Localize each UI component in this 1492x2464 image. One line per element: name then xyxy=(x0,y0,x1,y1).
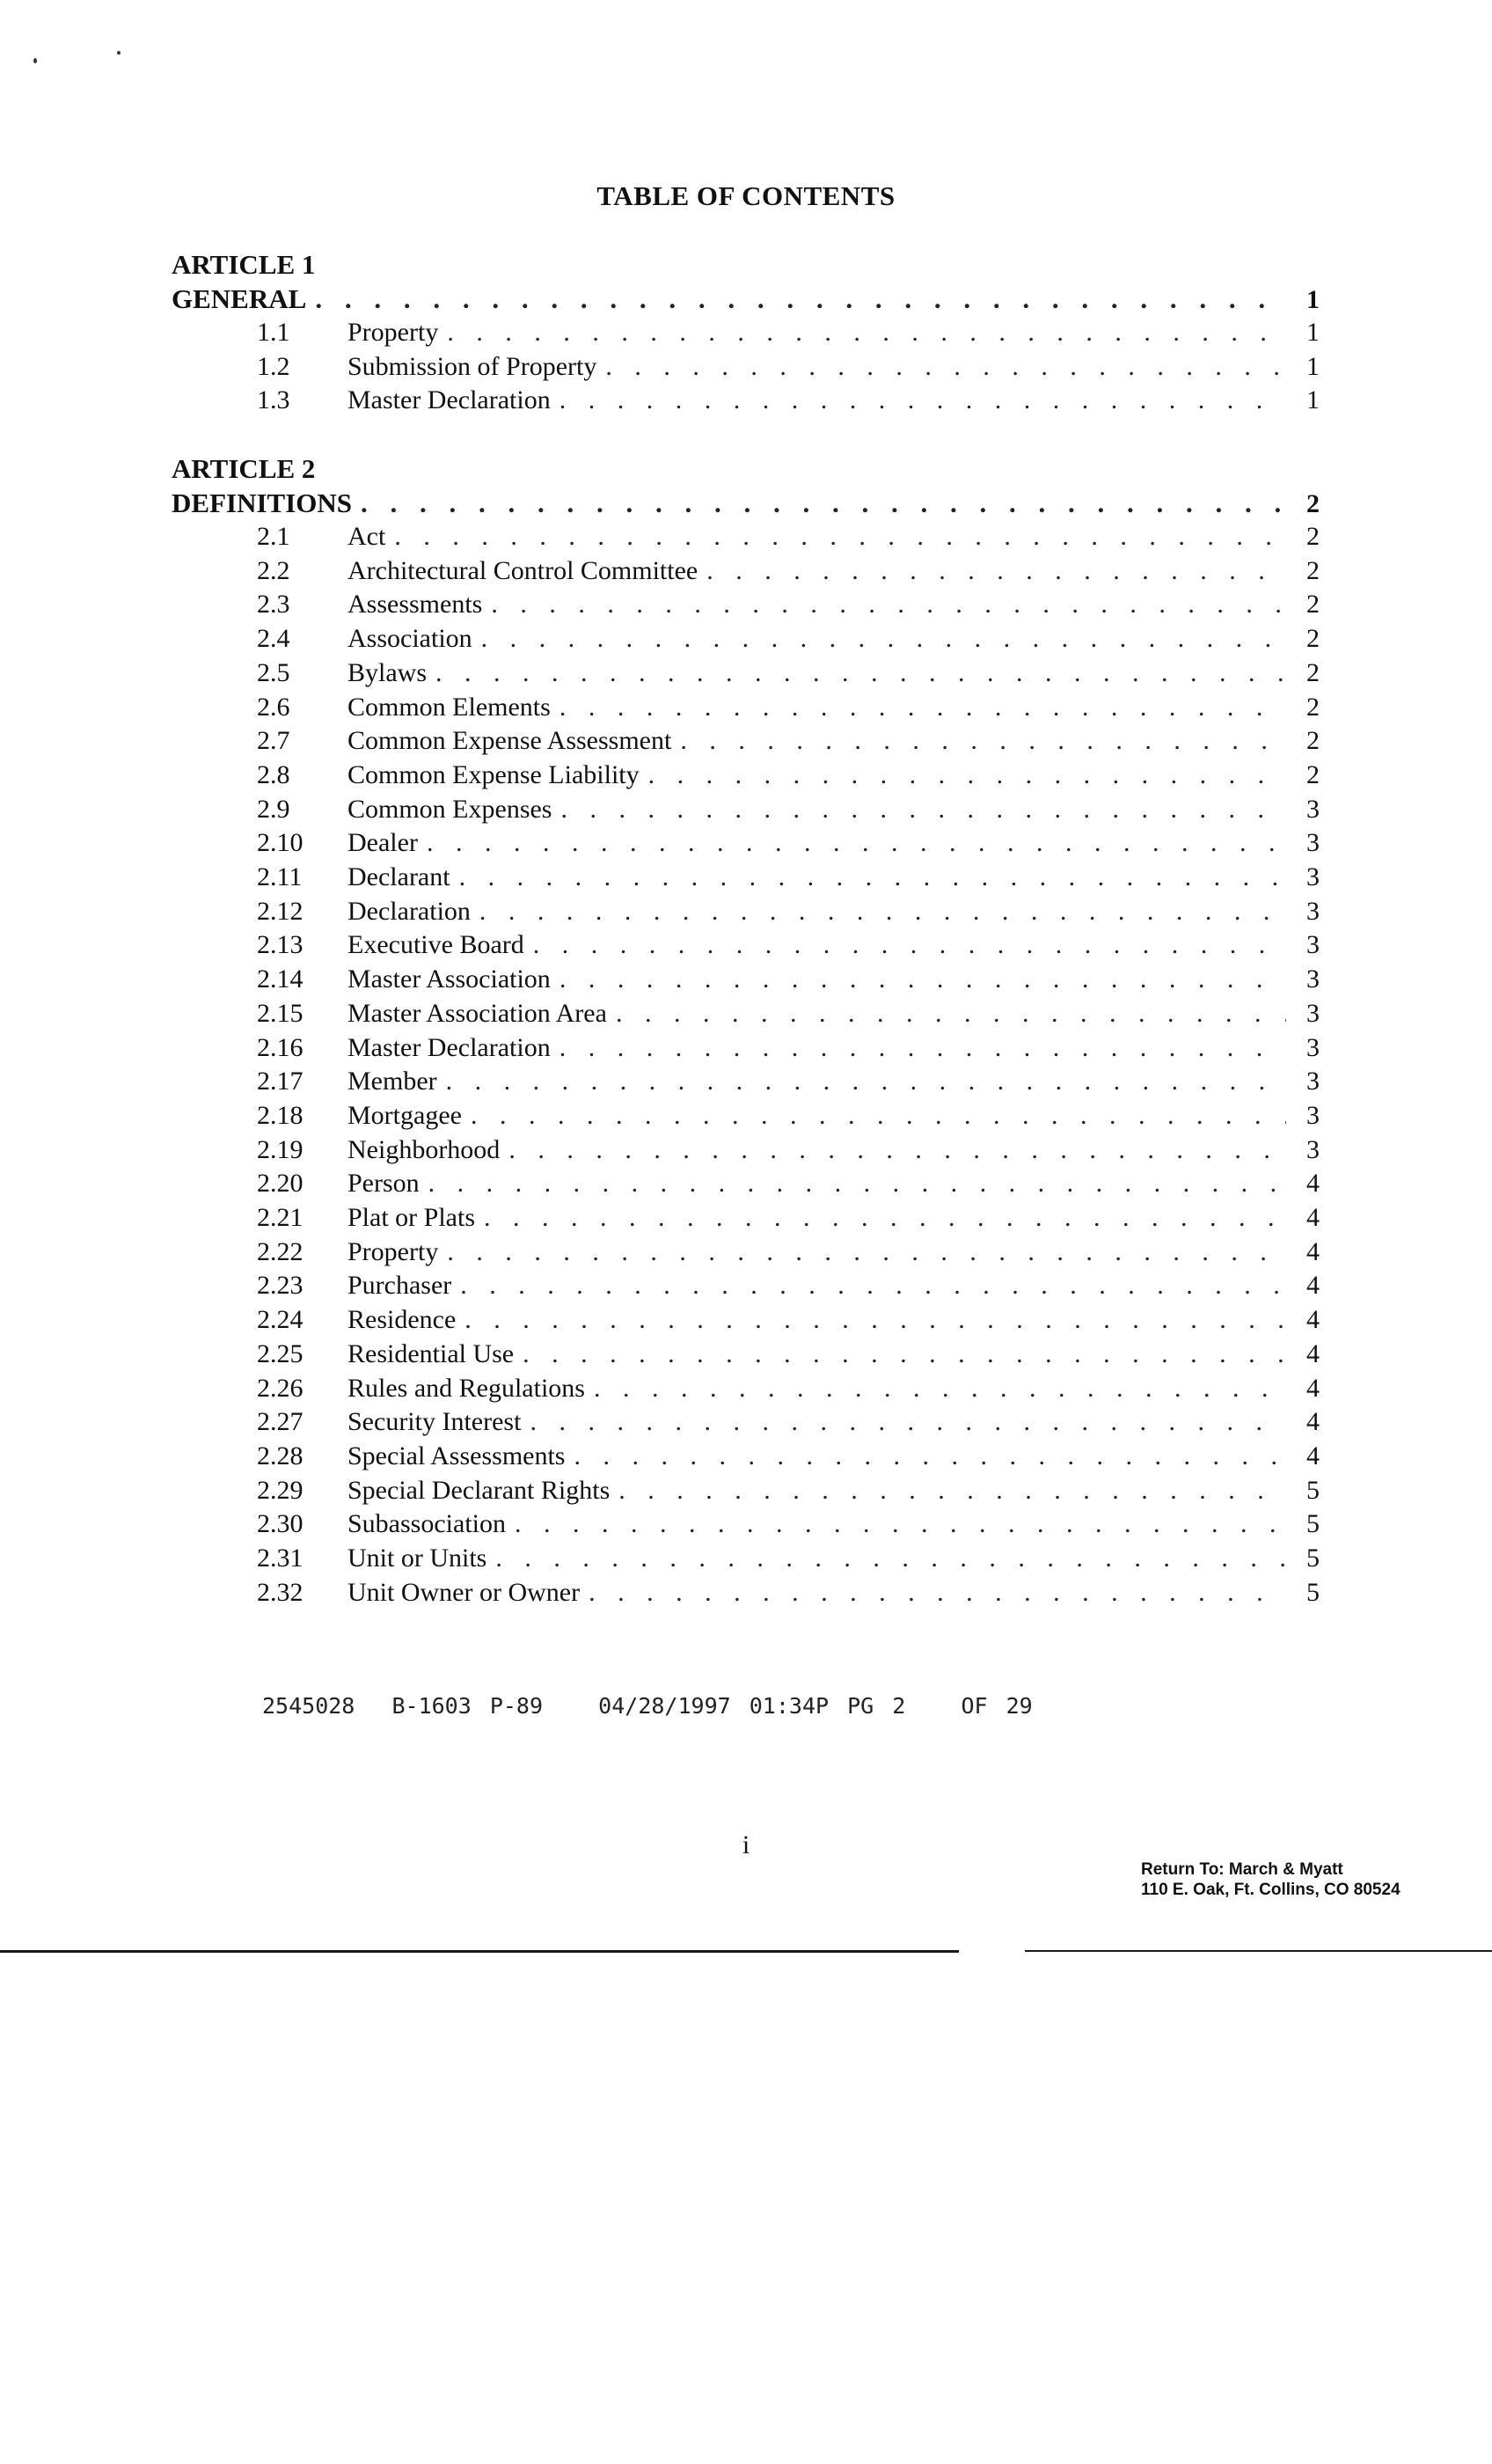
dot-leader xyxy=(616,999,1286,1029)
toc-entry-2-4[interactable] xyxy=(257,624,1320,658)
toc-entry-2-20[interactable] xyxy=(257,1169,1320,1203)
dot-leader xyxy=(561,795,1287,825)
toc-entry-number: 2.28 xyxy=(257,1441,304,1470)
toc-entry-label: Security Interest xyxy=(347,1407,522,1436)
dot-leader xyxy=(495,1544,1286,1573)
return-address-line-2: 110 E. Oak, Ft. Collins, CO 80524 xyxy=(1141,1881,1401,1899)
dot-leader xyxy=(706,556,1286,586)
toc-entry-number: 2.10 xyxy=(257,828,304,857)
toc-entry-label: Dealer xyxy=(347,828,418,857)
toc-entry-2-12[interactable] xyxy=(257,897,1320,931)
toc-entry-label: Architectural Control Committee xyxy=(347,556,698,585)
article-1-label: ARTICLE 1 xyxy=(172,249,316,280)
toc-entry-page: 5 xyxy=(1306,1476,1320,1505)
dot-leader xyxy=(560,964,1286,994)
toc-entry-page: 3 xyxy=(1306,930,1320,959)
toc-entry-2-30[interactable] xyxy=(257,1509,1320,1544)
toc-entry-label: Assessments xyxy=(347,590,483,619)
toc-entry-number: 2.3 xyxy=(257,590,290,619)
article-2-heading-row[interactable] xyxy=(172,488,1320,519)
toc-entry-number: 2.23 xyxy=(257,1271,304,1300)
toc-entry-page: 2 xyxy=(1306,624,1320,653)
toc-entry-number: 2.26 xyxy=(257,1374,304,1403)
toc-entry-2-3[interactable] xyxy=(257,590,1320,624)
toc-entry-2-25[interactable] xyxy=(257,1339,1320,1374)
article-2-label: ARTICLE 2 xyxy=(172,453,316,484)
toc-entry-2-24[interactable] xyxy=(257,1305,1320,1339)
toc-entry-page: 3 xyxy=(1306,1101,1320,1130)
toc-entry-label: Unit Owner or Owner xyxy=(347,1578,581,1607)
toc-entry-label: Residential Use xyxy=(347,1339,515,1368)
dot-leader xyxy=(428,1169,1286,1199)
toc-entry-label: Unit or Units xyxy=(347,1544,487,1573)
dot-leader xyxy=(515,1509,1286,1539)
toc-entry-page: 4 xyxy=(1306,1441,1320,1470)
toc-entry-2-5[interactable] xyxy=(257,658,1320,693)
toc-entry-page: 5 xyxy=(1306,1544,1320,1573)
toc-entry-page: 3 xyxy=(1306,964,1320,994)
dot-leader xyxy=(481,624,1286,654)
toc-entry-label: Common Elements xyxy=(347,693,551,722)
toc-entry-2-27[interactable] xyxy=(257,1407,1320,1441)
dot-leader xyxy=(315,283,1286,315)
dot-leader xyxy=(427,828,1286,858)
dot-leader xyxy=(618,1476,1286,1506)
toc-entry-2-22[interactable] xyxy=(257,1237,1320,1272)
dot-leader xyxy=(394,522,1286,552)
toc-entry-2-31[interactable] xyxy=(257,1544,1320,1578)
toc-entry-number: 2.29 xyxy=(257,1476,304,1505)
toc-entry-label: Declarant xyxy=(347,862,450,891)
toc-entry-number: 2.4 xyxy=(257,624,290,653)
toc-entry-page: 2 xyxy=(1306,760,1320,789)
toc-entry-page: 4 xyxy=(1306,1203,1320,1232)
toc-entry-page: 2 xyxy=(1306,693,1320,722)
toc-entry-2-11[interactable] xyxy=(257,862,1320,897)
dot-leader xyxy=(574,1441,1287,1471)
dot-leader xyxy=(361,488,1286,519)
toc-entry-number: 1.2 xyxy=(257,352,290,381)
toc-entry-number: 2.32 xyxy=(257,1578,304,1607)
toc-entry-number: 2.21 xyxy=(257,1203,304,1232)
page-number: i xyxy=(742,1830,750,1859)
recording-stamp: 2545028 B-1603 P-89 04/28/1997 01:34P PG 2 OF 29 xyxy=(262,1693,1033,1719)
toc-entry-1-2[interactable] xyxy=(257,352,1320,386)
toc-entry-label: Special Assessments xyxy=(347,1441,566,1470)
toc-entry-2-21[interactable] xyxy=(257,1203,1320,1237)
toc-entry-label: Master Association Area xyxy=(347,999,607,1028)
toc-entry-number: 1.1 xyxy=(257,318,290,347)
toc-entry-2-19[interactable] xyxy=(257,1135,1320,1170)
toc-entry-label: Common Expense Liability xyxy=(347,760,640,789)
toc-entry-number: 2.8 xyxy=(257,760,290,789)
dot-leader xyxy=(464,1305,1286,1335)
dot-leader xyxy=(447,1237,1286,1267)
toc-entry-2-9[interactable] xyxy=(257,795,1320,829)
toc-entry-page: 1 xyxy=(1306,352,1320,381)
toc-entry-page: 5 xyxy=(1306,1509,1320,1538)
article-2-page: 2 xyxy=(1306,489,1320,518)
dot-leader xyxy=(435,658,1286,688)
toc-entry-page: 3 xyxy=(1306,1033,1320,1062)
toc-entry-number: 2.16 xyxy=(257,1033,304,1062)
dot-leader xyxy=(560,693,1286,722)
dot-leader xyxy=(648,760,1286,790)
toc-entry-label: Purchaser xyxy=(347,1271,452,1300)
dot-leader xyxy=(447,318,1286,348)
toc-entry-2-18[interactable] xyxy=(257,1101,1320,1135)
bottom-rule-right xyxy=(1025,1950,1492,1952)
toc-entry-number: 2.14 xyxy=(257,964,304,994)
dot-leader xyxy=(446,1067,1286,1096)
toc-entry-page: 3 xyxy=(1306,999,1320,1028)
dot-leader xyxy=(491,590,1286,620)
toc-entry-page: 2 xyxy=(1306,658,1320,687)
toc-entry-number: 2.22 xyxy=(257,1237,304,1266)
dot-leader xyxy=(605,352,1286,382)
toc-entry-label: Common Expense Assessment xyxy=(347,726,672,755)
scan-speck xyxy=(117,51,121,55)
toc-entry-2-2[interactable] xyxy=(257,556,1320,590)
toc-entry-page: 2 xyxy=(1306,556,1320,585)
toc-entry-page: 1 xyxy=(1306,318,1320,347)
toc-entry-label: Declaration xyxy=(347,897,471,926)
toc-entry-page: 4 xyxy=(1306,1374,1320,1403)
toc-entry-page: 3 xyxy=(1306,897,1320,926)
toc-entry-number: 2.13 xyxy=(257,930,304,959)
toc-entry-page: 3 xyxy=(1306,828,1320,857)
dot-leader xyxy=(560,1033,1286,1063)
dot-leader xyxy=(459,862,1286,892)
toc-entry-page: 5 xyxy=(1306,1578,1320,1607)
toc-title: TABLE OF CONTENTS xyxy=(596,180,896,211)
dot-leader xyxy=(479,897,1286,927)
toc-entry-number: 2.7 xyxy=(257,726,290,755)
toc-entry-label: Member xyxy=(347,1067,437,1096)
toc-entry-page: 4 xyxy=(1306,1305,1320,1334)
toc-entry-page: 3 xyxy=(1306,1135,1320,1164)
toc-entry-label: Neighborhood xyxy=(347,1135,501,1164)
toc-entry-number: 2.20 xyxy=(257,1169,304,1198)
toc-entry-label: Mortgagee xyxy=(347,1101,462,1130)
dot-leader xyxy=(460,1271,1286,1301)
toc-entry-label: Master Declaration xyxy=(347,385,551,414)
toc-entry-label: Common Expenses xyxy=(347,795,552,824)
dot-leader xyxy=(680,726,1286,756)
toc-entry-2-16[interactable] xyxy=(257,1033,1320,1067)
dot-leader xyxy=(530,1407,1286,1437)
toc-entry-number: 2.9 xyxy=(257,795,290,824)
toc-entry-number: 2.1 xyxy=(257,522,290,551)
toc-entry-page: 4 xyxy=(1306,1237,1320,1266)
article-1-name: GENERAL xyxy=(172,283,307,314)
toc-entry-label: Residence xyxy=(347,1305,457,1334)
toc-entry-number: 2.27 xyxy=(257,1407,304,1436)
toc-entry-label: Bylaws xyxy=(347,658,427,687)
toc-entry-label: Property xyxy=(347,1237,439,1266)
bottom-rule-left xyxy=(0,1950,959,1953)
toc-entry-number: 2.18 xyxy=(257,1101,304,1130)
toc-entry-label: Special Declarant Rights xyxy=(347,1476,611,1505)
toc-entry-number: 2.24 xyxy=(257,1305,304,1334)
toc-entry-2-32[interactable] xyxy=(257,1578,1320,1612)
toc-entry-page: 4 xyxy=(1306,1169,1320,1198)
dot-leader xyxy=(560,385,1286,415)
toc-entry-label: Subassociation xyxy=(347,1509,506,1538)
toc-entry-2-7[interactable] xyxy=(257,726,1320,760)
toc-entry-1-1[interactable] xyxy=(257,318,1320,352)
toc-entry-label: Plat or Plats xyxy=(347,1203,476,1232)
scan-speck xyxy=(33,58,37,63)
dot-leader xyxy=(594,1374,1286,1404)
toc-entry-label: Master Association xyxy=(347,964,551,994)
toc-entry-label: Executive Board xyxy=(347,930,524,959)
return-address-line-1: Return To: March & Myatt xyxy=(1141,1860,1343,1879)
toc-entry-2-15[interactable] xyxy=(257,999,1320,1033)
dot-leader xyxy=(523,1339,1286,1369)
article-1-heading-row[interactable] xyxy=(172,283,1320,315)
toc-entry-number: 2.30 xyxy=(257,1509,304,1538)
toc-entry-2-28[interactable] xyxy=(257,1441,1320,1476)
article-1-page: 1 xyxy=(1306,285,1320,314)
toc-entry-number: 2.6 xyxy=(257,693,290,722)
toc-entry-label: Association xyxy=(347,624,472,653)
toc-entry-1-3[interactable] xyxy=(257,385,1320,420)
toc-entry-number: 2.17 xyxy=(257,1067,304,1096)
toc-entry-number: 2.15 xyxy=(257,999,304,1028)
toc-entry-2-13[interactable] xyxy=(257,930,1320,964)
toc-entry-label: Submission of Property xyxy=(347,352,597,381)
article-2-name: DEFINITIONS xyxy=(172,488,352,518)
dot-leader xyxy=(508,1135,1286,1165)
toc-entry-page: 2 xyxy=(1306,522,1320,551)
toc-entry-page: 4 xyxy=(1306,1339,1320,1368)
toc-entry-label: Property xyxy=(347,318,439,347)
dot-leader xyxy=(533,930,1286,960)
toc-entry-page: 3 xyxy=(1306,795,1320,824)
toc-entry-number: 2.12 xyxy=(257,897,304,926)
toc-entry-page: 3 xyxy=(1306,1067,1320,1096)
toc-entry-label: Rules and Regulations xyxy=(347,1374,585,1403)
dot-leader xyxy=(471,1101,1286,1131)
toc-entry-2-10[interactable] xyxy=(257,828,1320,862)
return-address xyxy=(1141,1859,1401,1900)
toc-entry-label: Master Declaration xyxy=(347,1033,551,1062)
toc-entry-page: 4 xyxy=(1306,1271,1320,1300)
toc-entry-page: 3 xyxy=(1306,862,1320,891)
toc-entry-number: 2.5 xyxy=(257,658,290,687)
toc-entry-number: 2.19 xyxy=(257,1135,304,1164)
toc-entry-page: 1 xyxy=(1306,385,1320,414)
toc-entry-2-26[interactable] xyxy=(257,1374,1320,1408)
toc-entry-page: 2 xyxy=(1306,726,1320,755)
toc-entry-label: Act xyxy=(347,522,386,551)
dot-leader xyxy=(484,1203,1286,1233)
toc-entry-2-6[interactable] xyxy=(257,693,1320,727)
toc-entry-2-23[interactable] xyxy=(257,1271,1320,1305)
toc-entry-page: 4 xyxy=(1306,1407,1320,1436)
toc-entry-2-8[interactable] xyxy=(257,760,1320,795)
toc-entry-2-1[interactable] xyxy=(257,522,1320,556)
toc-entry-page: 2 xyxy=(1306,590,1320,619)
dot-leader xyxy=(589,1578,1286,1608)
toc-entry-number: 2.11 xyxy=(257,862,303,891)
toc-entry-2-14[interactable] xyxy=(257,964,1320,999)
toc-entry-number: 2.2 xyxy=(257,556,290,585)
toc-entry-2-29[interactable] xyxy=(257,1476,1320,1510)
toc-entry-number: 2.31 xyxy=(257,1544,304,1573)
toc-entry-2-17[interactable] xyxy=(257,1067,1320,1101)
toc-entry-label: Person xyxy=(347,1169,420,1198)
toc-entry-number: 1.3 xyxy=(257,385,290,414)
toc-entry-number: 2.25 xyxy=(257,1339,304,1368)
